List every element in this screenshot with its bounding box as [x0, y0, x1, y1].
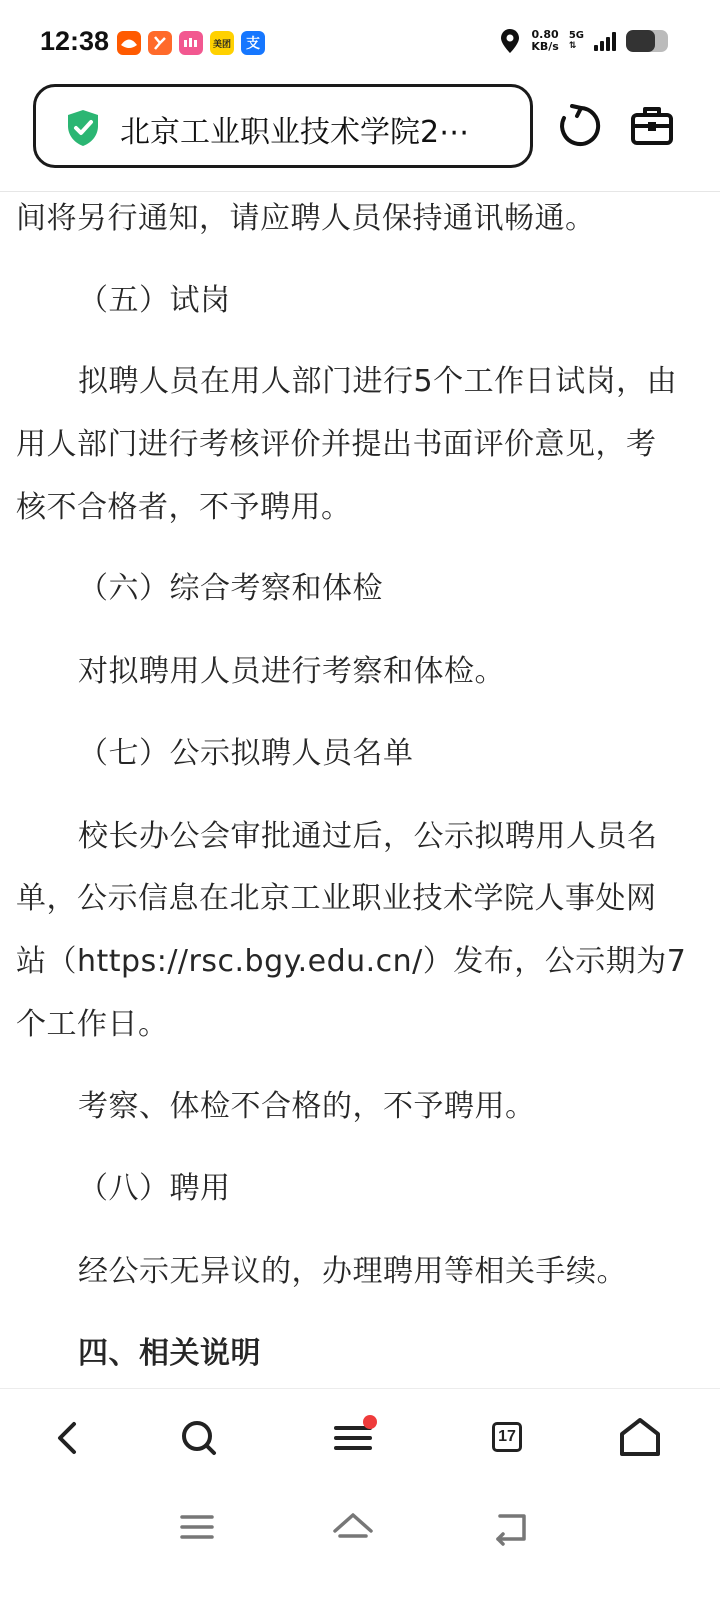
article-line: 单，公示信息在北京工业职业技术学院人事处网	[16, 881, 657, 916]
article-line: 校长办公会审批通过后，公示拟聘用人员名	[78, 819, 658, 854]
secure-shield-icon	[66, 109, 100, 147]
network-speed	[531, 29, 558, 53]
article-line: 间将另行通知，请应聘人员保持通讯畅通。	[16, 201, 596, 236]
article-line: 拟聘人员在用人部门进行5个工作日试岗，由	[78, 364, 678, 399]
system-home-icon[interactable]	[328, 1505, 378, 1549]
article-line: 个工作日。	[16, 1007, 169, 1042]
meituan-icon: 美团	[210, 31, 234, 55]
system-back-icon[interactable]	[488, 1505, 538, 1549]
page-title[interactable]: 北京工业职业技术学院2⋯	[120, 115, 470, 150]
article-line-with-link[interactable]: 站（https://rsc.bgy.edu.cn/）发布，公示期为7	[16, 944, 687, 979]
toolbar-divider	[0, 1388, 720, 1389]
section-heading-notes: 四、相关说明	[78, 1336, 261, 1371]
notification-dot	[363, 1415, 377, 1429]
tabs-button[interactable]	[488, 1418, 528, 1458]
section-heading-publicity: （七）公示拟聘人员名单	[78, 736, 414, 771]
battery-icon	[626, 30, 668, 52]
status-indicators	[499, 28, 668, 54]
data-arrows-icon: ⇅	[568, 41, 577, 51]
article-line: 经公示无异议的，办理聘用等相关手续。	[78, 1254, 627, 1289]
back-icon[interactable]	[40, 1410, 96, 1466]
home-icon[interactable]	[612, 1410, 668, 1466]
menu-button[interactable]	[326, 1410, 382, 1466]
taobao-icon	[117, 31, 141, 55]
signal-strength-icon	[594, 31, 616, 51]
network-speed-unit: KB/s	[531, 40, 559, 53]
header-divider	[0, 191, 720, 192]
status-time: 12:38	[40, 26, 110, 56]
battery-fill	[626, 30, 655, 52]
article-line: 核不合格者，不予聘用。	[16, 490, 352, 525]
network-type-label: 5G	[568, 30, 584, 41]
system-recents-icon[interactable]	[172, 1505, 222, 1549]
reload-icon[interactable]	[558, 104, 602, 148]
article-line: 对拟聘用人员进行考察和体检。	[78, 654, 505, 689]
tab-count: 17	[492, 1422, 522, 1452]
toolbox-icon[interactable]	[630, 104, 674, 148]
section-heading-employment: （八）聘用	[78, 1171, 231, 1206]
notification-app-icons	[117, 31, 265, 55]
article-line: 用人部门进行考核评价并提出书面评价意见，考	[16, 427, 657, 462]
app-orange-icon	[148, 31, 172, 55]
status-bar	[0, 0, 720, 82]
location-icon	[499, 28, 521, 54]
article-line: 考察、体检不合格的，不予聘用。	[78, 1089, 536, 1124]
search-icon[interactable]	[171, 1410, 227, 1466]
network-type	[569, 30, 584, 52]
network-speed-value: 0.80	[531, 28, 559, 41]
address-bar[interactable]	[33, 84, 533, 168]
app-pink-icon	[179, 31, 203, 55]
alipay-icon: 支	[241, 31, 265, 55]
section-heading-trial: （五）试岗	[78, 283, 231, 318]
section-heading-inspection: （六）综合考察和体检	[78, 571, 383, 606]
